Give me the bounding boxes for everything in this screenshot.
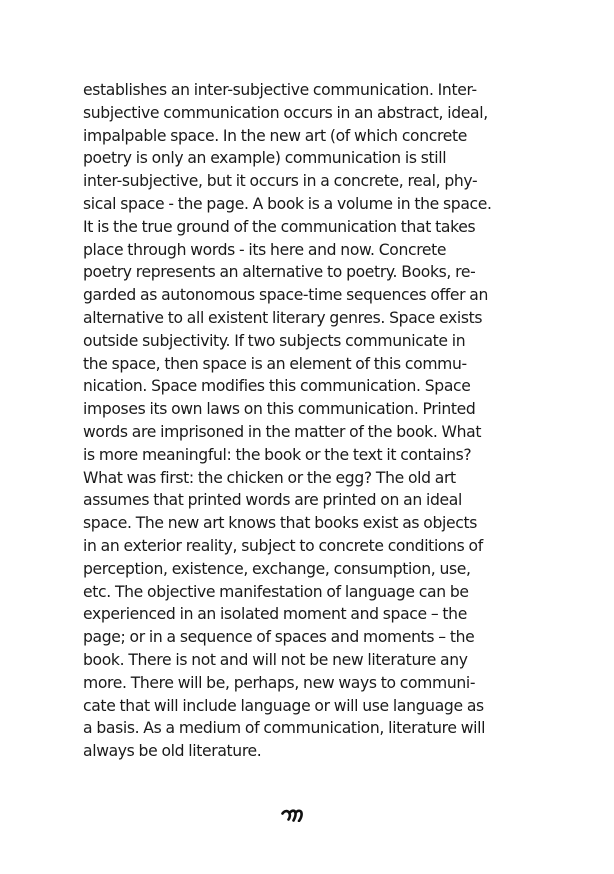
text-line: sical space - the page. A book is a volume in the space. bbox=[83, 194, 492, 213]
text-line: inter-subjective, but it occurs in a concrete, real, phy- bbox=[83, 172, 478, 191]
text-line: imposes its own laws on this communication. Printed bbox=[83, 400, 476, 419]
text-line: is more meaningful: the book or the text it contains? bbox=[83, 445, 472, 464]
text-line: What was first: the chicken or the egg? The old art bbox=[83, 468, 456, 487]
text-line: always be old literature. bbox=[83, 742, 262, 761]
text-line: impalpable space. In the new art (of which concrete bbox=[83, 126, 467, 145]
text-line: the space, then space is an element of this commu- bbox=[83, 354, 467, 373]
text-line: in an exterior reality, subject to concrete conditions of bbox=[83, 536, 483, 555]
text-line: a basis. As a medium of communication, literature will bbox=[83, 719, 486, 738]
squiggle-glyph-icon bbox=[281, 808, 305, 822]
text-line: words are imprisoned in the matter of the book. What bbox=[83, 422, 482, 441]
text-line: perception, existence, exchange, consumption, use, bbox=[83, 559, 471, 578]
text-line: experienced in an isolated moment and space – the bbox=[83, 605, 467, 624]
text-line: alternative to all existent literary genres. Space exists bbox=[83, 308, 483, 327]
text-line: outside subjectivity. If two subjects communicate in bbox=[83, 331, 466, 350]
text-line: space. The new art knows that books exist as objects bbox=[83, 514, 478, 533]
text-line: poetry is only an example) communication is still bbox=[83, 149, 447, 168]
text-line: nication. Space modifies this communication. Space bbox=[83, 377, 471, 396]
text-line: more. There will be, perhaps, new ways to communi- bbox=[83, 673, 476, 692]
text-line: garded as autonomous space-time sequences offer an bbox=[83, 286, 488, 305]
body-text bbox=[83, 79, 513, 763]
text-line: cate that will include language or will use language as bbox=[83, 696, 484, 715]
text-line: It is the true ground of the communication that takes bbox=[83, 217, 476, 236]
text-line: assumes that printed words are printed on an ideal bbox=[83, 491, 462, 510]
text-line: poetry represents an alternative to poetry. Books, re- bbox=[83, 263, 476, 282]
text-line: book. There is not and will not be new literature any bbox=[83, 650, 468, 669]
text-line: subjective communication occurs in an abstract, ideal, bbox=[83, 103, 488, 122]
text-line: etc. The objective manifestation of language can be bbox=[83, 582, 469, 601]
text-line: establishes an inter-subjective communication. Inter- bbox=[83, 81, 477, 99]
text-line: page; or in a sequence of spaces and moments – the bbox=[83, 628, 475, 647]
text-line: place through words - its here and now. Concrete bbox=[83, 240, 447, 259]
